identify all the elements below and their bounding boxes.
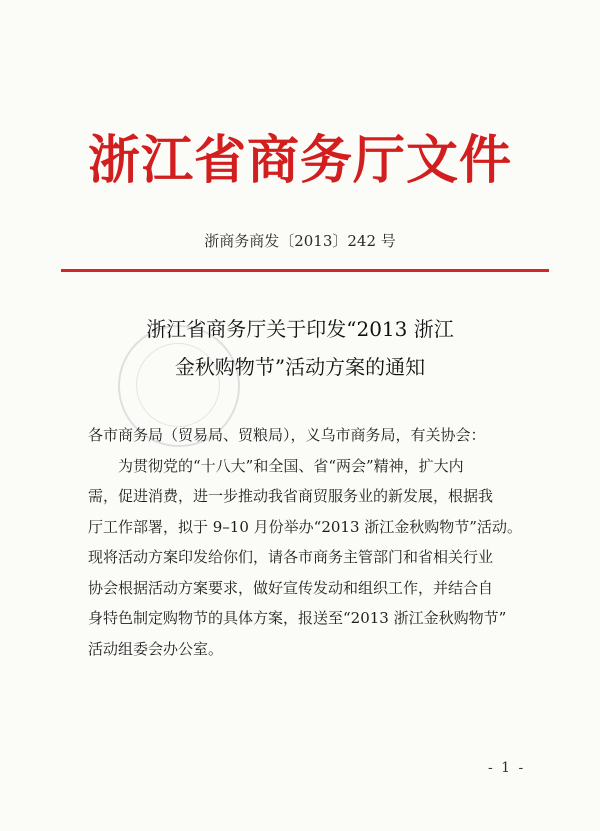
- notice-title-line-1: 浙江省商务厅关于印发“2013 浙江: [146, 317, 454, 341]
- body-line-4: 现将活动方案印发给你们，请各市商务主管部门和省相关行业: [88, 548, 494, 566]
- body-line-6: 身特色制定购物节的具体方案，报送至“2013 浙江金秋购物节”: [88, 609, 507, 627]
- body-line-5: 协会根据活动方案要求，做好宣传发动和组织工作，并结合自: [88, 578, 494, 597]
- red-divider-rule: [61, 269, 549, 272]
- body-line-1: 为贯彻党的“十八大”和全国、省“两会”精神，扩大内: [118, 456, 464, 475]
- notice-title: [0, 310, 600, 386]
- body-line-7: 活动组委会办公室。: [88, 639, 224, 658]
- body-line-2: 需，促进消费，进一步推动我省商贸服务业的新发展，根据我: [88, 487, 494, 505]
- document-header-title: 浙江省商务厅文件: [87, 130, 512, 191]
- addressee-line: 各市商务局（贸易局、贸粮局），义乌市商务局，有关协会：: [88, 426, 486, 444]
- body-line-3: 厅工作部署，拟于 9–10 月份举办“2013 浙江金秋购物节”活动。: [88, 517, 522, 536]
- notice-title-line-2: 金秋购物节”活动方案的通知: [174, 355, 426, 379]
- page-number: - 1 -: [488, 760, 526, 776]
- notice-body: [88, 420, 528, 664]
- document-number: 浙商务商发〔2013〕242 号: [204, 232, 396, 250]
